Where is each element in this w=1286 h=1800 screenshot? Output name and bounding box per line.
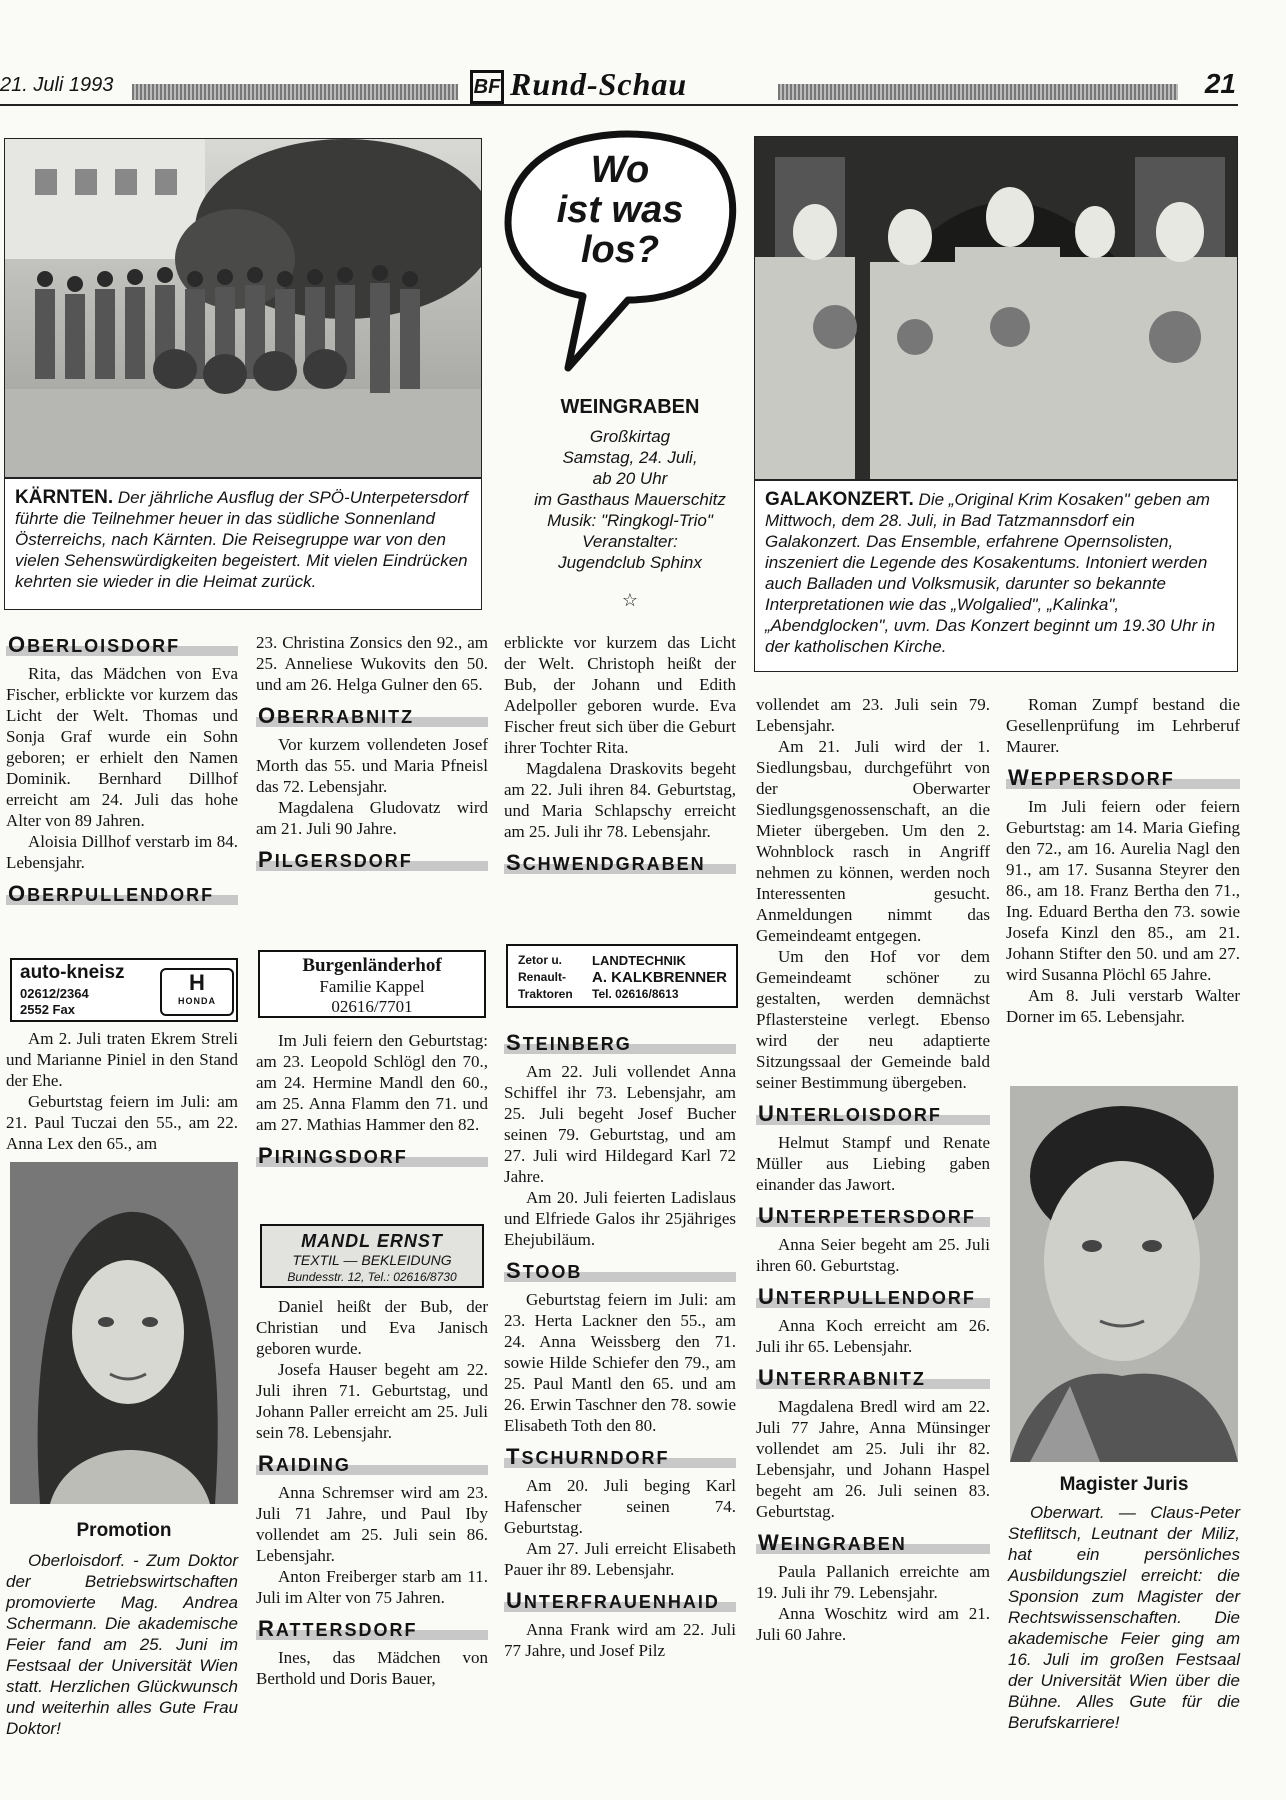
magister-text: Oberwart. — Claus-Peter Steflitsch, Leutnant der Miliz, hat ein persönliches Ausbildungsziel erreicht: die Sponsion zum Magister der Rechtswissenschaften. Die akademische Feier ging am 16. Juli im großen Festsaal der Universität Wien über die Bühne. Alles Gute für die Berufskarriere! [1008,1503,1240,1732]
paragraph: Rita, das Mädchen von Eva Fischer, erblickte vor kurzem das Licht der Welt. Thomas und Sonja Graf wurde ein Sohn geboren; er erhielt den Namen Dominik. Bernhard Dillhof erreicht am 24. Juli das hohe Alter von 89 Jahren. [6,664,238,830]
paragraph: Im Juli feiern den Geburtstag: am 23. Leopold Schlögl den 70., am 24. Hermine Mandl den 60., am 25. Anna Flamm den 71. und am 27. Mathias Hammer den 82. [256,1031,488,1134]
ad-line: Familie Kappel [319,977,425,996]
paragraph: Geburtstag feiern im Juli: am 21. Paul Tuczai den 55., am 22. Anna Lex den 65., am [6,1092,238,1153]
section-heading: OBERLOISDORF [6,634,238,657]
honda-logo-icon: H HONDA [160,968,234,1016]
header-rule [0,104,1238,106]
paragraph: Magdalena Draskovits begeht am 22. Juli ihren 84. Geburtstag, und Maria Schlapschy erreicht am 25. Juli ihr 78. Lebensjahr. [504,759,736,841]
paragraph: Vor kurzem vollendeten Josef Morth das 55. und Maria Pfneisl das 72. Lebensjahr. [256,735,488,796]
paragraph: erblickte vor kurzem das Licht der Welt. Christoph heißt der Bub, der Johann und Edith Adelpoller geboren wurde. Eva Fischer freut sich über die Geburt ihrer Tochter Rita. [504,633,736,757]
page-number: 21 [1204,68,1236,99]
section-heading: STOOB [504,1260,736,1283]
portrait-steflitsch [1010,1086,1238,1462]
paragraph: Helmut Stampf und Renate Müller aus Liebing gaben einander das Jawort. [756,1133,990,1194]
bubble-line-1: Wo [590,149,650,191]
group-photo-image [5,139,482,478]
event-line: Veranstalter: [582,532,678,551]
ad-line: Bundesstr. 12, Tel.: 02616/8730 [287,1270,457,1284]
paragraph: Anna Woschitz wird am 21. Juli 60 Jahre. [756,1604,990,1644]
header-bar-left [132,84,458,100]
paragraph: Magdalena Bredl wird am 22. Juli 77 Jahre, Anna Münsinger vollendet am 25. Juli ihr 82. Lebensjahr, und Johann Haspel begeht am 26. Juli seinen 83. Geburtstag. [756,1397,990,1521]
paragraph: Am 20. Juli feierten Ladislaus und Elfriede Galos ihr 25jähriges Ehejubiläum. [504,1188,736,1249]
paragraph: 23. Christina Zonsics den 92., am 25. Anneliese Wukovits den 50. und am 26. Helga Gulner den 65. [256,633,488,694]
section-heading: OBERRABNITZ [256,705,488,728]
bf-logo: BF [470,70,504,104]
column-4 [756,694,990,1645]
event-line: Großkirtag [589,427,671,446]
section-heading: WEINGRABEN [756,1532,990,1555]
portrait-schermann [10,1162,238,1504]
portrait-schermann-image [10,1162,238,1504]
event-place: WEINGRABEN [560,396,700,418]
paragraph: Magdalena Gludovatz wird am 21. Juli 90 Jahre. [256,798,488,838]
galakonzert-text: Die „Original Krim Kosaken" geben am Mittwoch, dem 28. Juli, in Bad Tatzmannsdorf ein Galakonzert. Das Ensemble, erfahrene Opernsolisten, inszeniert die Legende des Kosakentums. Intoniert werden auch Balladen und Volksmusik, darunter so bekannte Interpretationen wie das „Wolgalied", „Kalinka", „Abendglocken", uvm. Das Konzert beginnt um 19.30 Uhr in der katholischen Kirche. [765,490,1216,656]
section-heading: RAIDING [256,1453,488,1476]
section-heading: UNTERLOISDORF [756,1103,990,1126]
column-5 [1006,694,1240,1027]
magister-title: Magister Juris [1059,1474,1189,1495]
paragraph: Am 27. Juli erreicht Elisabeth Pauer ihr 89. Lebensjahr. [504,1539,736,1579]
paragraph: Aloisia Dillhof verstarb im 84. Lebensjahr. [6,832,238,872]
paragraph: Am 20. Juli beging Karl Hafenscher seinen 74. Geburtstag. [504,1476,736,1537]
event-line: Jugendclub Sphinx [558,553,702,572]
section-heading: UNTERRABNITZ [756,1367,990,1390]
section-title: Rund-Schau [510,66,688,102]
paragraph: Anton Freiberger starb am 11. Juli im Alter von 75 Jahren. [256,1567,488,1607]
event-line: im Gasthaus Mauerschitz [534,490,726,509]
paragraph: Am 8. Juli verstarb Walter Dorner im 65. Lebensjahr. [1006,986,1240,1026]
ad-line: LANDTECHNIK [592,953,686,968]
ad-name: auto-kneisz [20,962,125,983]
header-bar-right [778,84,1178,100]
ad-left-lines [518,952,573,1003]
paragraph: Josefa Hauser begeht am 22. Juli ihren 71. Geburtstag, und Johann Paller erreicht am 25. Juli sein 78. Lebensjahr. [256,1360,488,1442]
mandl-ernst-ad [260,1224,484,1288]
bubble-line-2: ist was [556,189,684,231]
column-3 [504,632,736,881]
ad-fax: 2552 Fax [20,1002,75,1017]
promotion-title: Promotion [76,1520,172,1541]
ad-line: TEXTIL — BEKLEIDUNG [292,1252,452,1268]
ad-line: A. KALKBRENNER [592,969,727,986]
burgenlaenderhof-ad [258,950,486,1018]
section-heading: UNTERPULLENDORF [756,1286,990,1309]
auto-kneisz-ad [10,958,238,1022]
event-line: ab 20 Uhr [592,469,668,488]
ad-line: Traktoren [518,987,573,1001]
paragraph: Um den Hof vor dem Gemeindeamt schöner zu gestalten, werden demnächst Pflastersteine verlegt. Ebenso wird der neu adaptierte Sitzungssaal der Gemeinde bald seiner Bestimmung übergeben. [756,947,990,1092]
group-photo [4,138,482,478]
paragraph: Ines, das Mädchen von Berthold und Doris Bauer, [256,1648,488,1688]
column-2c [256,1296,488,1689]
karnten-text: Der jährliche Ausflug der SPÖ-Unterpetersdorf führte die Teilnehmer heuer in das südliche Sonnenland Österreichs, nach Kärnten. Die Reisegruppe war von den vielen Sehenswürdigkeiten begeistert. Mit vielen Eindrücken kehrten sie wieder in die Heimat zurück. [15,488,468,591]
column-2 [256,632,488,878]
paragraph: vollendet am 23. Juli sein 79. Lebensjahr. [756,695,990,735]
column-1b [6,1028,238,1154]
section-heading: UNTERFRAUENHAID [504,1590,736,1613]
kalkbrenner-ad [506,944,738,1008]
ad-line: Zetor u. [518,953,562,967]
bubble-line-3: los? [580,229,660,271]
section-heading: RATTERSDORF [256,1618,488,1641]
paragraph: Anna Seier begeht am 25. Juli ihren 60. Geburtstag. [756,1235,990,1275]
paragraph: Am 2. Juli traten Ekrem Streli und Marianne Piniel in den Stand der Ehe. [6,1029,238,1090]
paragraph: Anna Frank wird am 22. Juli 77 Jahre, und Josef Pilz [504,1620,736,1660]
paragraph: Anna Schremser wird am 23. Juli 71 Jahre, und Paul Iby vollendet am 25. Juli sein 86. Lebensjahr. [256,1483,488,1565]
paragraph: Roman Zumpf bestand die Gesellenprüfung im Lehrberuf Maurer. [1006,695,1240,756]
section-heading: STEINBERG [504,1032,736,1055]
promotion-text: Oberloisdorf. - Zum Doktor der Betriebswirtschaften promovierte Mag. Andrea Schermann. Die akademische Feier fand am 25. Juni im Festsaal der Universität Wien statt. Herzlichen Glückwunsch und weiterhin alles Gute Frau Doktor! [6,1551,238,1738]
paragraph: Am 22. Juli vollendet Anna Schiffel ihr 73. Lebensjahr, am 25. Juli begeht Josef Bucher seinen 79. Geburtstag, und am 27. Juli wird Hildegard Karl 72 Jahre. [504,1062,736,1186]
paragraph: Daniel heißt der Bub, der Christian und Eva Janisch geboren wurde. [256,1297,488,1358]
paragraph: Paula Pallanich erreichte am 19. Juli ihr 79. Lebensjahr. [756,1562,990,1602]
section-heading: WEPPERSDORF [1006,767,1240,790]
portrait-steflitsch-image [1010,1086,1238,1462]
column-3b [504,1022,736,1661]
section-heading: UNTERPETERSDORF [756,1205,990,1228]
section-heading: PIRINGSDORF [256,1145,488,1168]
kosaken-photo-image [755,137,1238,480]
ad-line: MANDL ERNST [301,1231,443,1251]
ad-line: Burgenländerhof [302,955,442,976]
wo-ist-was-los-heading [520,150,720,270]
section-heading: PILGERSDORF [256,849,488,872]
ad-line: 02616/7701 [331,997,413,1016]
ad-brand: HONDA [178,996,216,1006]
section-heading: TSCHURNDORF [504,1446,736,1469]
ad-right-lines [592,952,727,1003]
paragraph: Geburtstag feiern im Juli: am 23. Herta Lackner den 55., am 24. Anna Weissberg den 71. sowie Hilde Schiefer den 79., am 25. Paul Mantl den 65. und am 26. Erwin Taschner den 78. sowie Elisabeth Toth den 80. [504,1290,736,1435]
ad-line: Tel. 02616/8613 [592,987,679,1001]
galakonzert-lead: GALAKONZERT. [765,489,914,510]
section-heading: OBERPULLENDORF [6,883,238,906]
paragraph: Anna Koch erreicht am 26. Juli ihr 65. Lebensjahr. [756,1316,990,1356]
karnten-caption [4,478,482,610]
column-1 [6,628,238,912]
kosaken-photo [754,136,1238,480]
star-icon: ☆ [621,590,639,610]
ad-line: Renault- [518,970,566,984]
event-line: Musik: "Ringkogl-Trio" [547,511,713,530]
ad-phone: 02612/2364 [20,986,89,1001]
galakonzert-caption [754,480,1238,672]
paragraph: Im Juli feiern oder feiern Geburtstag: am 14. Maria Giefing den 72., am 16. Aurelia Nagl den 91., am 17. Susanna Steyrer den 86., am 18. Franz Bertha den 71., Ing. Eduard Bertha den 73. sowie Josefa Kinzl den 85., am 21. Johann Stifter den 50. und am 27. wird Susanna Plöchl 65 Jahre. [1006,797,1240,984]
karnten-lead: KÄRNTEN. [15,487,114,508]
column-2b [256,1030,488,1174]
event-line: Samstag, 24. Juli, [562,448,698,467]
event-details [500,426,760,573]
paragraph: Am 21. Juli wird der 1. Siedlungsbau, durchgeführt von der Oberwarter Siedlungsgenossenschaft, an die Mieter übergeben. Um den 2. Wohnblock rasch in Angriff nehmen zu können, werden noch Interessenten gesucht. Anmeldungen nimmt das Gemeindeamt entgegen. [756,737,990,945]
issue-date: 21. Juli 1993 [0,74,114,96]
section-heading: SCHWENDGRABEN [504,852,736,875]
